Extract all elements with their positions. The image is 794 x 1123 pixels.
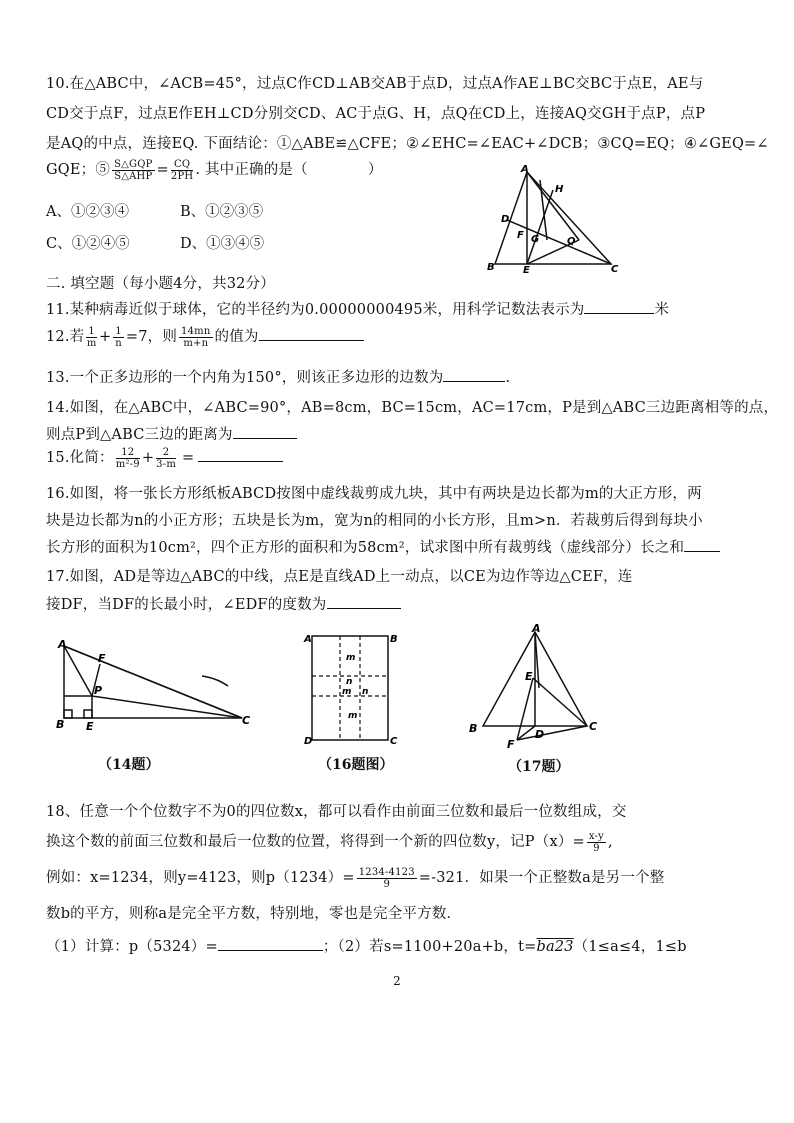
q10-frac-2: $\frac{CQ}{2PH}$ — [170, 158, 194, 182]
q17-line-2: 接DF，当DF的长最小时，∠EDF的度数为 — [46, 593, 401, 614]
q17-answer-blank[interactable] — [327, 608, 401, 609]
q14-line-1: 14.如图，在△ABC中，∠ABC=90°，AB=8cm，BC=15cm，AC=17cm，P是到△ABC三边距离相等的点， — [46, 400, 779, 416]
q10-option-a: A、①②③④ — [46, 204, 129, 220]
fig16-label-b: B — [390, 634, 398, 645]
q10-figure — [485, 160, 625, 275]
fig14-label-p: P — [94, 684, 103, 697]
fig14-label-c: C — [242, 714, 251, 727]
q10-frac-1: $\frac{\text{S△GQP}}{\text{S△AHP}}$ — [114, 158, 153, 182]
q14-figure — [50, 638, 260, 738]
fig10-label-h: H — [555, 184, 564, 195]
fig16-label-m-mid: m — [342, 687, 352, 697]
fig10-label-d: D — [501, 214, 510, 225]
q10-text: GQE；⑤ — [46, 162, 111, 178]
section-2-heading: 二. 填空题（每小题4分，共32分） — [46, 276, 275, 292]
q10-option-c: C、①②④⑤ — [46, 236, 130, 252]
q15-frac-1: $\frac{12}{\text{m²-9}}$ — [115, 446, 140, 470]
fig10-label-q: Q — [567, 236, 576, 247]
q10-line-1: 10.在△ABC中，∠ACB=45°，过点C作CD⊥AB交AB于点D，过点A作AE⊥BC交BC于点E，AE与 — [46, 76, 704, 92]
q14-answer-blank[interactable] — [233, 438, 297, 439]
q16-line-3: 长方形的面积为10cm²，四个正方形的面积和为58cm²，试求图中所有裁剪线（虚线部分）长之和 — [46, 536, 720, 557]
fig16-label-c: C — [390, 736, 398, 747]
q15: 15.化简： $\frac{12}{\text{m²-9}}$ + $\frac{2}{3-m}$ = — [46, 446, 283, 470]
q16-figure — [300, 630, 400, 748]
fig10-label-b: B — [487, 262, 495, 273]
q14-line-2: 则点P到△ABC三边的距离为 — [46, 423, 297, 444]
q12: 12.若 $\frac{1}{m}$ + $\frac{1}{n}$ =7，则 $\frac{14mn}{m+n}$ 的值为 — [46, 325, 364, 349]
q11: 11.某种病毒近似于球体，它的半径约为0.00000000495米，用科学记数法表示为 米 — [46, 302, 670, 318]
q18-line-3: 例如：x=1234，则y=4123，则p（1234）= $\frac{1234-4123}{9}$ =-321．如果一个正整数a是另一个整 — [46, 866, 665, 890]
q17-line-1: 17.如图，AD是等边△ABC的中线，点E是直线AD上一动点，以CE为边作等边△CEF，连 — [46, 569, 633, 585]
q18-line-2: 换这个数的前面三位数和最后一位数的位置，将得到一个新的四位数y，记P（x）= $\frac{x-y}{9}$ , — [46, 830, 613, 854]
fig16-label-d: D — [304, 736, 313, 747]
fig10-label-f: F — [517, 230, 524, 241]
q13-answer-blank[interactable] — [443, 381, 505, 382]
fig16-label-m-bottom: m — [348, 711, 358, 721]
fig17-label-d: D — [535, 728, 545, 741]
caption-q16: （16题图） — [318, 757, 394, 773]
q10-option-b: B、①②③⑤ — [180, 204, 264, 220]
q18-line-5: （1）计算：p（5324）= ；（2）若s=1100+20a+b，t=ba23（1≤a≤4，1≤b — [46, 939, 687, 955]
q16-answer-blank[interactable] — [684, 551, 720, 552]
q12-frac-1: $\frac{1}{m}$ — [86, 325, 97, 349]
fig16-label-m-top: m — [346, 653, 356, 663]
q18-frac-2: $\frac{1234-4123}{9}$ — [358, 866, 415, 890]
caption-q17: （17题） — [508, 759, 570, 775]
q10-line-4: GQE；⑤ $\frac{\text{S△GQP}}{\text{S△AHP}}$ = $\frac{CQ}{2PH}$ . 其中正确的是（ ） — [46, 158, 383, 182]
q12-answer-blank[interactable] — [259, 340, 364, 341]
fig16-label-n: n — [346, 677, 353, 687]
fig14-label-f: F — [98, 652, 106, 665]
fig14-label-e: E — [86, 720, 94, 733]
fig16-label-n-right: n — [362, 687, 369, 697]
q10-line-2: CD交于点F，过点E作EH⊥CD分别交CD、AC于点G、H，点Q在CD上，连接AQ交GH于点P，点P — [46, 106, 706, 122]
q18-line-4: 数b的平方，则称a是完全平方数，特别地，零也是完全平方数． — [46, 906, 462, 922]
fig17-label-f: F — [507, 738, 515, 750]
q17-figure — [465, 622, 605, 750]
fig17-label-b: B — [469, 722, 478, 735]
q18-answer-blank-1[interactable] — [218, 950, 323, 951]
fig17-label-a: A — [532, 622, 541, 635]
q18-overline-number: ba23 — [536, 939, 574, 955]
caption-q14: （14题） — [98, 757, 160, 773]
fig10-label-a: A — [521, 164, 529, 175]
fig10-label-g: G — [531, 234, 540, 245]
fig17-label-e: E — [525, 670, 533, 683]
fig10-label-e: E — [523, 265, 530, 275]
q18-frac-1: $\frac{x-y}{9}$ — [588, 830, 604, 854]
fig14-label-b: B — [56, 718, 65, 731]
fig16-label-a: A — [304, 634, 312, 645]
q10-option-d: D、①③④⑤ — [180, 236, 265, 252]
q12-frac-3: $\frac{14mn}{m+n}$ — [181, 325, 211, 349]
q15-frac-2: $\frac{2}{3-m}$ — [156, 446, 176, 470]
q11-answer-blank[interactable] — [584, 313, 654, 314]
q16-line-1: 16.如图，将一张长方形纸板ABCD按图中虚线裁剪成九块，其中有两块是边长都为m的大正方形，两 — [46, 486, 702, 502]
q13: 13.一个正多边形的一个内角为150°，则该正多边形的边数为 . — [46, 370, 511, 386]
q16-line-2: 块是边长都为n的小正方形；五块是长为m，宽为n的相同的小长方形，且m>n．若裁剪后得到每块小 — [46, 513, 703, 529]
q15-answer-blank[interactable] — [198, 461, 283, 462]
fig14-label-a: A — [58, 638, 67, 651]
q18-line-1: 18、任意一个个位数字不为0的四位数x，都可以看作由前面三位数和最后一位数组成，交 — [46, 804, 627, 820]
fig10-label-c: C — [611, 264, 619, 275]
page-number: 2 — [393, 974, 401, 988]
q12-frac-2: $\frac{1}{n}$ — [115, 325, 122, 349]
fig17-label-c: C — [589, 720, 598, 733]
q10-line-3: 是AQ的中点，连接EQ. 下面结论：①△ABE≌△CFE；②∠EHC=∠EAC+∠DCB；③CQ=EQ；④∠GEQ=∠ — [46, 136, 769, 152]
